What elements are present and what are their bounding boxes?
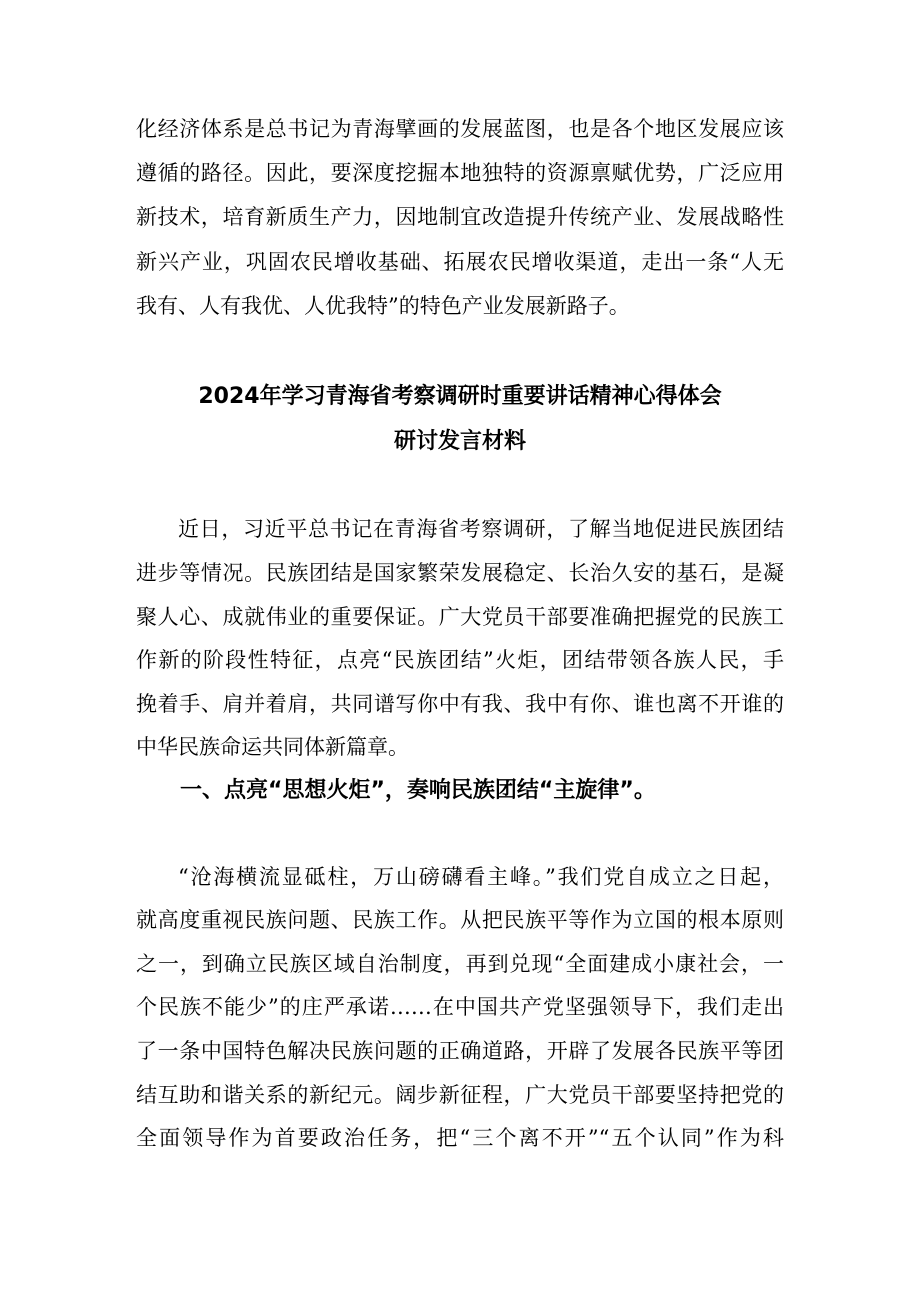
paragraph-intro-line: 我有、人有我优、人优我特”的特色产业发展新路子。 [136, 294, 630, 318]
paragraph-intro-line: 化经济体系是总书记为青海擘画的发展蓝图，也是各个地区发展应该 [136, 117, 784, 141]
paragraph-3-line: 结互助和谐关系的新纪元。阔步新征程，广大党员干部要坚持把党的 [136, 1083, 784, 1107]
paragraph-2-line: 近日，习近平总书记在青海省考察调研，了解当地促进民族团结 [178, 517, 784, 541]
paragraph-3-line: “沧海横流显砥柱，万山磅礴看主峰。”我们党自成立之日起， [178, 865, 784, 889]
paragraph-2-line: 聚人心、成就伟业的重要保证。广大党员干部要准确把握党的民族工 [136, 605, 784, 629]
paragraph-3-line: 之一，到确立民族区域自治制度，再到兑现“全面建成小康社会，一 [136, 952, 784, 976]
paragraph-3-line: 全面领导作为首要政治任务，把“三个离不开”“五个认同”作为科 [136, 1126, 784, 1150]
document-title: 2024年学习青海省考察调研时重要讲话精神心得体会 [198, 384, 722, 409]
paragraph-2-line: 挽着手、肩并着肩，共同谱写你中有我、我中有你、谁也离不开谁的 [136, 692, 784, 716]
paragraph-3-line: 就高度重视民族问题、民族工作。从把民族平等作为立国的根本原则 [136, 908, 784, 932]
document-subtitle: 研讨发言材料 [393, 429, 526, 454]
section-heading: 一、点亮“思想火炬”，奏响民族团结“主旋律”。 [180, 778, 656, 803]
paragraph-3-line: 了一条中国特色解决民族问题的正确道路，开辟了发展各民族平等团 [136, 1039, 784, 1063]
paragraph-3-line: 个民族不能少”的庄严承诺……在中国共产党坚强领导下，我们走出 [136, 995, 784, 1019]
paragraph-intro-line: 遵循的路径。因此，要深度挖掘本地独特的资源禀赋优势，广泛应用 [136, 161, 784, 185]
paragraph-2-line: 中华民族命运共同体新篇章。 [136, 735, 409, 759]
paragraph-intro-line: 新技术，培育新质生产力，因地制宜改造提升传统产业、发展战略性 [136, 205, 784, 229]
paragraph-2-line: 作新的阶段性特征，点亮“民族团结”火炬，团结带领各族人民，手 [136, 648, 784, 672]
paragraph-2-line: 进步等情况。民族团结是国家繁荣发展稳定、长治久安的基石，是凝 [136, 561, 784, 585]
paragraph-intro-line: 新兴产业，巩固农民增收基础、拓展农民增收渠道，走出一条“人无 [136, 250, 784, 274]
